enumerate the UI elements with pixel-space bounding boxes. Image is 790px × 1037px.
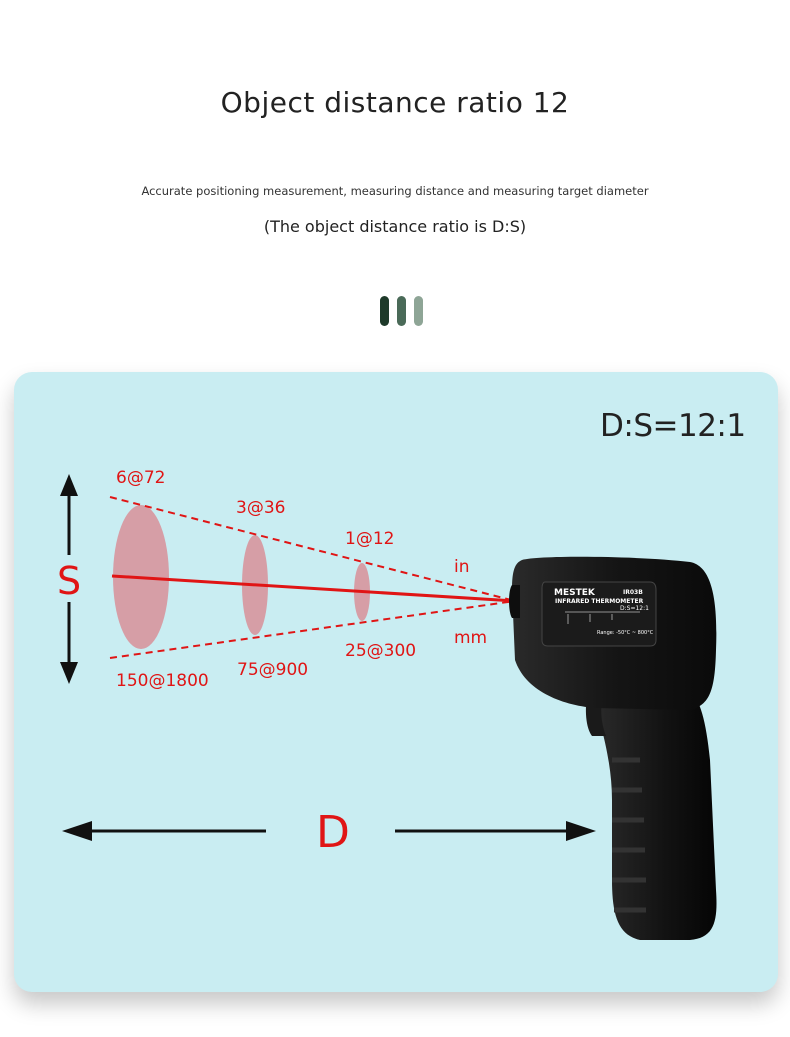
mm-label-mid: 75@900: [237, 660, 309, 680]
device-model: IR03B: [623, 589, 643, 596]
device-ratio: D:S=12:1: [620, 605, 649, 612]
inch-label-far: 6@72: [116, 468, 166, 488]
unit-mm-label: mm: [454, 628, 488, 648]
device-brand: MESTEK: [554, 588, 595, 598]
device-product: INFRARED THERMOMETER: [555, 598, 644, 605]
mm-label-near: 25@300: [345, 641, 417, 661]
page-title: Object distance ratio 12: [220, 86, 570, 119]
mm-label-far: 150@1800: [116, 671, 209, 691]
inch-label-mid: 3@36: [236, 498, 286, 518]
spot-axis-label: S: [56, 559, 82, 603]
thermometer-gun-image: [509, 557, 717, 940]
ratio-label: D:S=12:1: [600, 408, 746, 444]
distance-axis-label: D: [316, 807, 350, 858]
laser-line: [112, 576, 515, 601]
cone-upper-line: [110, 497, 515, 601]
unit-in-label: in: [454, 557, 470, 577]
device-range: Range: -50°C ~ 800°C: [597, 630, 654, 636]
ratio-note: (The object distance ratio is D:S): [263, 217, 527, 236]
page-subtitle: Accurate positioning measurement, measuring distance and measuring target diameter: [141, 184, 649, 198]
inch-label-near: 1@12: [345, 529, 395, 549]
